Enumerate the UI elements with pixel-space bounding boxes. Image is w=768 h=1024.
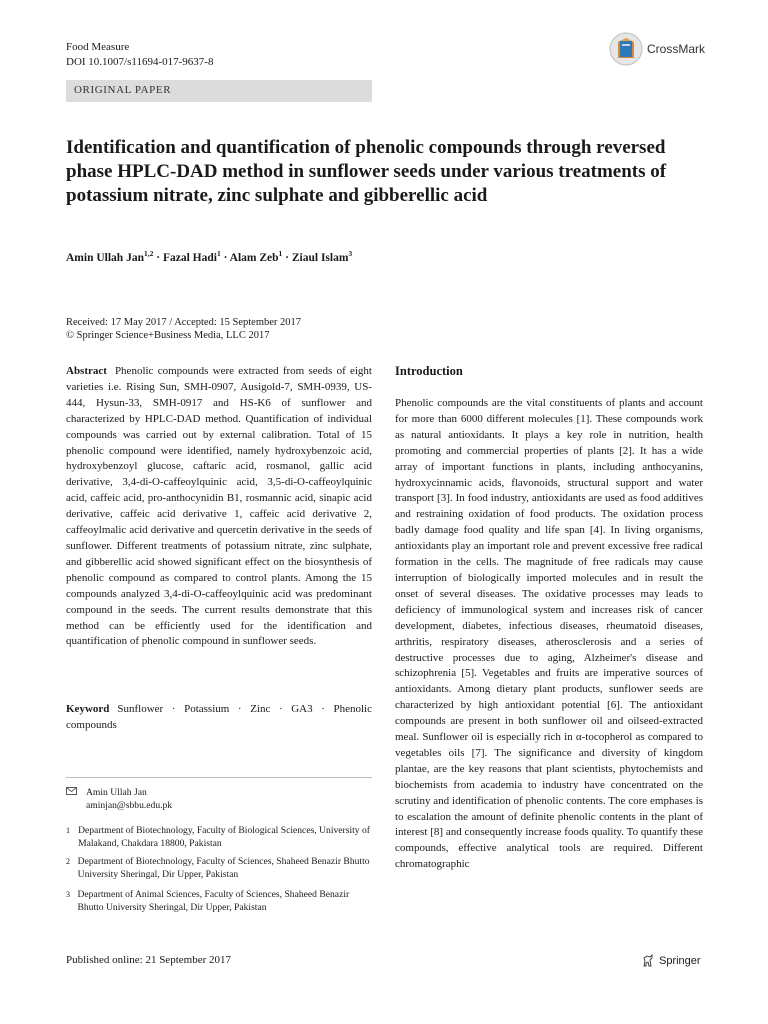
author-affiliation-marker: 3 bbox=[348, 249, 353, 258]
introduction-heading: Introduction bbox=[395, 364, 463, 378]
author-affiliation-marker: 1 bbox=[278, 249, 283, 258]
keywords-text: Sunflower · Potassium · Zinc · GA3 · Phenolic compounds bbox=[66, 703, 372, 731]
affiliation-number: 3 bbox=[66, 890, 70, 899]
crossmark-label: CrossMark bbox=[647, 42, 706, 56]
article-type-label: ORIGINAL PAPER bbox=[74, 84, 172, 96]
affiliation-number: 2 bbox=[66, 857, 70, 866]
affiliation bbox=[66, 856, 372, 882]
author-name[interactable]: Ziaul Islam bbox=[291, 251, 349, 264]
author-affiliation-marker: 1 bbox=[216, 249, 221, 258]
mail-icon bbox=[66, 787, 78, 813]
affiliation bbox=[66, 825, 372, 851]
crossmark-badge[interactable] bbox=[609, 32, 705, 66]
author-name[interactable]: Alam Zeb bbox=[229, 251, 279, 264]
received-accepted-dates: Received: 17 May 2017 / Accepted: 15 September 2017 bbox=[66, 317, 302, 328]
journal-header bbox=[66, 40, 213, 70]
corresponding-author-email[interactable]: aminjan@sbbu.edu.pk bbox=[86, 799, 173, 811]
abstract-text: Phenolic compounds were extracted from seeds of eight varieties i.e. Rising Sun, SMH-0907, Ausigold-7, SMH-0939, US-444, Hysun-33, SMH-0917 and HS-K6 of sunflower and characterized by HPLC-DAD method. Quantification of individual compounds was carried out by external calibration. Total of 15 phenolic compound were identified, namely hydroxybenzoic acid, hydroxybenzoyl glucose, caftaric acid, rosmanol, gallic acid derivative, 3,4-di-O-caffeoylquinic acid, 3,5-di-O-caffeoylquinic acid, caffeic acid, pro-anthocynidin B1, rosmannic acid, sinapic acid derivative, caffeic acid derivative 1, caffeic acid derivative 2, caffeoylmalic acid derivative and quercetin derivative in the seeds of sunflower. Different treatments of potassium nitrate, zinc sulphate, and gibberellic acid showed significant effect on the biosynthesis of phenolic compound as compared to control plants. Among the 15 compounds analyzed 3,4-di-O-caffeoylquinic acid was predominant compound in the seeds. The current results demonstrate that this method can be efficiently used for the identification and quantification of phenolic compound in sunflower seeds. bbox=[66, 365, 372, 648]
journal-name: Food Measure bbox=[66, 41, 130, 53]
author-list: Amin Ullah Jan$^{1,2}$ · Fazal Hadi$^1$ · Alam Zeb$^1$ · Ziaul Islam$^3$ bbox=[66, 249, 353, 264]
publication-dates bbox=[66, 316, 301, 342]
springer-horse-icon bbox=[641, 954, 655, 968]
author-name[interactable]: Amin Ullah Jan bbox=[66, 251, 144, 264]
publisher-logo bbox=[641, 954, 701, 968]
footnote-divider bbox=[66, 777, 372, 778]
abstract-section bbox=[66, 364, 372, 650]
affiliation-text: Department of Animal Sciences, Faculty of Sciences, Shaheed Benazir Bhutto University Sheringal, Dir Upper, Pakistan bbox=[77, 889, 350, 913]
doi: DOI 10.1007/s11694-017-9637-8 bbox=[66, 56, 214, 68]
corresponding-author bbox=[66, 787, 372, 813]
copyright-notice: © Springer Science+Business Media, LLC 2017 bbox=[66, 330, 270, 341]
keywords-heading: Keyword bbox=[66, 703, 110, 715]
affiliation-text: Department of Biotechnology, Faculty of Biological Sciences, University of Malakand, Chakdara 18800, Pakistan bbox=[78, 825, 370, 849]
published-online: Published online: 21 September 2017 bbox=[66, 954, 231, 966]
crossmark-icon bbox=[609, 32, 643, 66]
corresponding-author-name: Amin Ullah Jan bbox=[86, 787, 147, 798]
abstract-heading: Abstract bbox=[66, 365, 107, 377]
affiliation-text: Department of Biotechnology, Faculty of Sciences, Shaheed Benazir Bhutto University Sheringal, Dir Upper, Pakistan bbox=[77, 856, 370, 880]
paper-title: Identification and quantification of phenolic compounds through reversed phase HPLC-DAD method in sunflower seeds under various treatments of potassium nitrate, zinc sulphate and gibberellic acid bbox=[66, 137, 667, 206]
article-type-banner bbox=[66, 80, 372, 102]
affiliation bbox=[66, 889, 372, 915]
author-name[interactable]: Fazal Hadi bbox=[162, 251, 217, 264]
affiliation-number: 1 bbox=[66, 826, 70, 835]
author-affiliation-marker: 1,2 bbox=[143, 249, 154, 258]
keywords-section bbox=[66, 702, 372, 734]
publisher-name: Springer bbox=[659, 955, 701, 967]
introduction-text: Phenolic compounds are the vital constituents of plants and account for more than 6000 different molecules [1]. These compounds work as natural antioxidants. It plays a key role in nutrition, health promoting and commercial properties of plants [2]. It has a wide array of important functions in plants, including anthocyanins, hydroxycinnamic acids, flavonoids, structural support and water transport [3]. In food industry, antioxidants are used as food additives and restraining oxidation of food products. The oxidation process badly damage food quality and life span [4]. In living organisms, antioxidants play an important role and prevent excessive free radical formation in the cells. The magnitude of free radicals may cause interruption of biologically imported molecules and in result the onset of several diseases. The oxidative processes may leads to deficiency of immunological system and increases risk of cancer development, diabetes, infectious diseases, rheumatoid diseases, arthritis, respiratory diseases, atherosclerosis and a series of destructive processes due to aging, Alzheimer's disease and schizophrenia [5]. Vegetables and fruits are imperative sources of antioxidants. Among dietary plant products, sunflower seeds are characterized by high antioxidant potential [6]. The antioxidant compounds are present in both sunflower oil and oilseed-extracted meal. Sunflower oil is especially rich in α-tocopherol as compared to vegetables oils [7]. The significance and diversity of kingdom plantae, are the key reasons that plant scientists, phytochemists and biochemists from academia to industry have concentrated on the scrutiny and identification of phenolic contents. The core emphases is to escalation the amount of definite phenolic contents in the plant of interest [8] and consequently increase foods quality. To quantify these compounds, effective analytical tools are required. Different chromatographic bbox=[395, 397, 703, 871]
